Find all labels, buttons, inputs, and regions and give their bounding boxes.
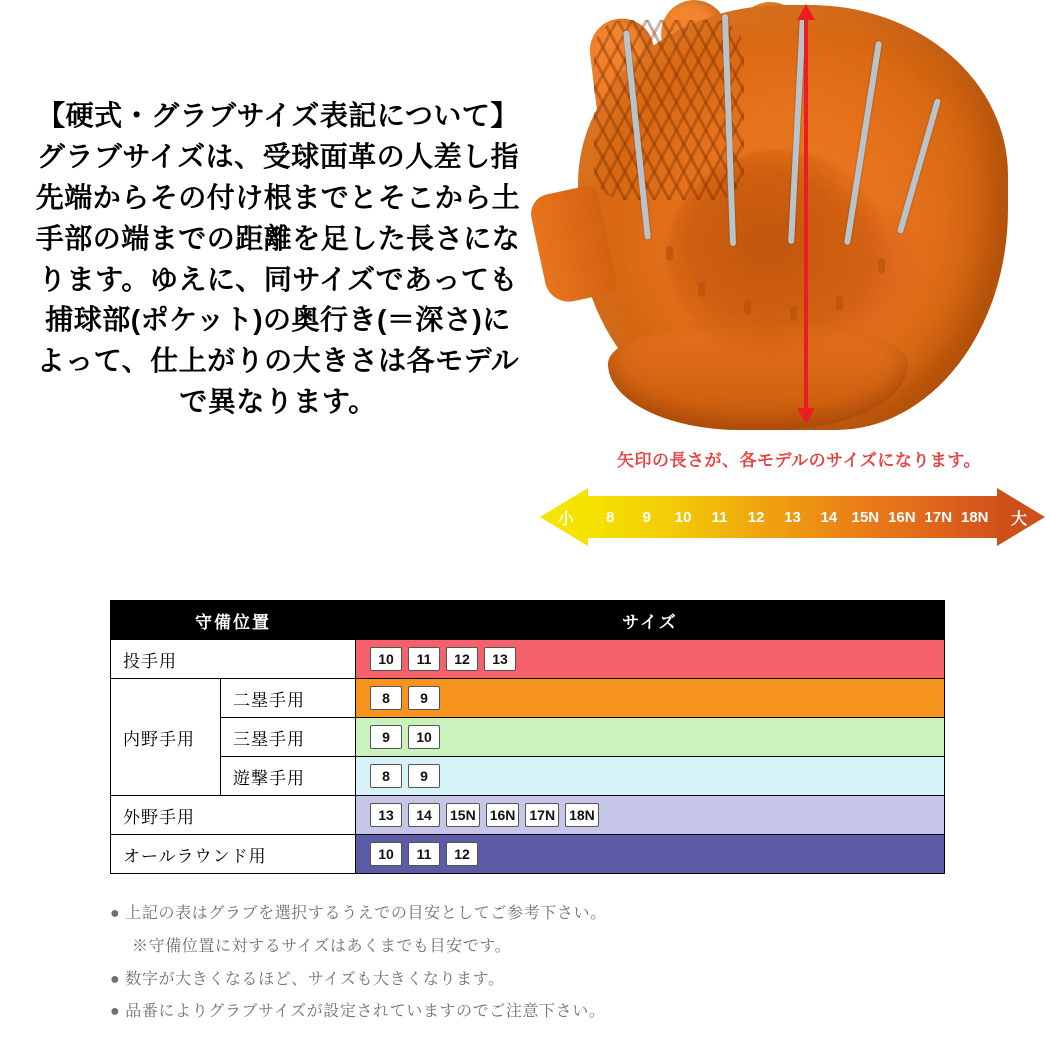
scale-labels	[540, 488, 1045, 546]
scale-tick: 10	[674, 508, 692, 526]
size-chip: 10	[370, 647, 402, 671]
size-chip: 9	[370, 725, 402, 749]
row-sizes-shortstop	[356, 757, 945, 796]
note-line: ● 数字が大きくなるほど、サイズも大きくなります。	[110, 970, 505, 988]
intro-line: ります。ゆえに、同サイズであっても	[38, 263, 518, 295]
row-sizes-allround	[356, 835, 945, 874]
scale-tick: 9	[642, 508, 651, 526]
note-line: ※守備位置に対するサイズはあくまでも目安です。	[132, 937, 512, 955]
row-sublabel-second-base: 二塁手用	[221, 679, 356, 718]
position-size-table	[110, 600, 945, 874]
intro-line: 先端からその付け根までとそこから土	[35, 181, 521, 213]
size-chip: 15N	[446, 803, 480, 827]
table-row	[111, 718, 945, 757]
row-label-pitcher: 投手用	[111, 640, 356, 679]
intro-line: よって、仕上がりの大きさは各モデル	[36, 345, 520, 377]
row-sizes-second-base	[356, 679, 945, 718]
glove-stitch	[836, 296, 843, 311]
scale-tick: 12	[747, 508, 765, 526]
intro-text-block	[8, 96, 548, 423]
scale-tick: 15N	[851, 508, 880, 526]
row-sizes-pitcher	[356, 640, 945, 679]
scale-tick: 18N	[960, 508, 989, 526]
glove-stitch	[666, 246, 673, 261]
scale-tick: 14	[820, 508, 838, 526]
size-chip: 11	[408, 842, 440, 866]
arrow-caption: 矢印の長さが、各モデルのサイズになります。	[617, 451, 981, 470]
arrow-shaft	[804, 14, 808, 414]
glove-stitch	[744, 300, 751, 315]
scale-label-small: 小	[557, 510, 574, 528]
row-sizes-third-base	[356, 718, 945, 757]
intro-line: 捕球部(ポケット)の奥行き(＝深さ)に	[45, 304, 511, 336]
size-chip: 12	[446, 842, 478, 866]
row-label-outfielder: 外野手用	[111, 796, 356, 835]
glove-stitch	[878, 258, 885, 273]
notes-block	[110, 898, 950, 1029]
size-chip: 12	[446, 647, 478, 671]
scale-label-large: 大	[1010, 510, 1027, 528]
size-chip: 11	[408, 647, 440, 671]
size-chip: 10	[408, 725, 440, 749]
scale-tick: 8	[606, 508, 615, 526]
size-chip: 9	[408, 686, 440, 710]
note-line: ● 上記の表はグラブを選択するうえでの目安としてご参考下さい。	[110, 905, 607, 922]
size-chip: 8	[370, 764, 402, 788]
scale-tick: 11	[711, 508, 728, 526]
glove-webbing	[594, 20, 744, 200]
table-row	[111, 757, 945, 796]
size-chip: 13	[484, 647, 516, 671]
size-chip: 13	[370, 803, 402, 827]
intro-line: 【硬式・グラブサイズ表記について】	[37, 100, 519, 131]
table-row	[111, 640, 945, 679]
row-sublabel-third-base: 三塁手用	[221, 718, 356, 757]
size-scale-arrow	[540, 488, 1045, 548]
arrow-head-down	[797, 408, 815, 424]
size-chip: 9	[408, 764, 440, 788]
scale-tick: 16N	[888, 508, 916, 526]
scale-tick: 13	[784, 508, 801, 526]
size-chip: 14	[408, 803, 440, 827]
table-row	[111, 835, 945, 874]
size-chip: 17N	[525, 803, 559, 827]
row-sizes-outfielder	[356, 796, 945, 835]
scale-tick: 17N	[924, 508, 953, 526]
measurement-arrow-icon	[796, 4, 816, 424]
table-header-row	[111, 601, 945, 640]
table-row	[111, 679, 945, 718]
row-sublabel-shortstop: 遊撃手用	[221, 757, 356, 796]
table-row	[111, 796, 945, 835]
row-label-infielder: 内野手用	[111, 679, 221, 796]
size-chip: 10	[370, 842, 402, 866]
baseball-glove-photo	[548, 0, 1050, 440]
intro-line: グラブサイズは、受球面革の人差し指	[36, 140, 520, 172]
size-chip: 16N	[486, 803, 520, 827]
header-size: サイズ	[356, 601, 945, 640]
row-label-allround: オールラウンド用	[111, 835, 356, 874]
intro-line: で異なります。	[179, 386, 377, 418]
header-position: 守備位置	[111, 601, 356, 640]
intro-line: 手部の端までの距離を足した長さにな	[35, 222, 521, 254]
note-line: ● 品番によりグラブサイズが設定されていますのでご注意下さい。	[110, 1003, 606, 1021]
size-chip: 8	[370, 686, 402, 710]
size-chip: 18N	[565, 803, 599, 827]
glove-stitch	[698, 282, 705, 297]
